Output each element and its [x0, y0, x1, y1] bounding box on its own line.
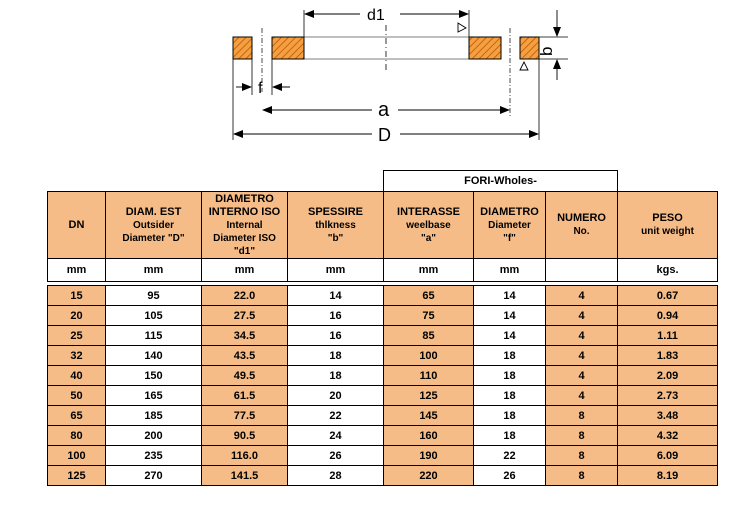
unit-cell	[546, 259, 618, 282]
table-cell: 75	[384, 306, 474, 326]
table-cell: 14	[288, 286, 384, 306]
table-cell: 22	[474, 446, 546, 466]
col-header-dn	[48, 192, 106, 259]
table-cell: 26	[474, 466, 546, 486]
table-cell: 18	[474, 366, 546, 386]
table-cell: 100	[48, 446, 106, 466]
table-cell: 90.5	[202, 426, 288, 446]
table-cell: 200	[106, 426, 202, 446]
label-f: f	[258, 80, 263, 97]
table-cell: 77.5	[202, 406, 288, 426]
table-cell: 4	[546, 346, 618, 366]
flange-drawing	[0, 0, 747, 165]
table-cell: 1.11	[618, 326, 718, 346]
table-cell: 125	[384, 386, 474, 406]
table-cell: 65	[48, 406, 106, 426]
table-cell: 0.67	[618, 286, 718, 306]
spessore-l2: thlkness	[315, 219, 356, 231]
label-a: a	[378, 99, 390, 121]
table-cell: 235	[106, 446, 202, 466]
table-row	[48, 286, 718, 306]
dim-d1	[304, 7, 469, 37]
diam-int-l1: DIAMETRO	[215, 192, 274, 205]
diam-fori-l1: DIAMETRO	[480, 205, 539, 218]
table-cell: 3.48	[618, 406, 718, 426]
numero-l1: NUMERO	[557, 212, 606, 224]
label-b: b	[537, 46, 556, 56]
table-cell: 24	[288, 426, 384, 446]
table-row	[48, 366, 718, 386]
dim-a	[263, 99, 509, 121]
table-cell: 18	[288, 346, 384, 366]
table-cell: 220	[384, 466, 474, 486]
left-inner-section	[272, 37, 304, 59]
unit-cell: mm	[288, 259, 384, 282]
table-cell: 2.73	[618, 386, 718, 406]
unit-cell: mm	[474, 259, 546, 282]
table-row	[48, 306, 718, 326]
group-header-row	[48, 171, 718, 192]
flange-spec-table	[47, 170, 718, 486]
table-cell: 18	[288, 366, 384, 386]
table-cell: 80	[48, 426, 106, 446]
numero-l2: No.	[573, 226, 590, 237]
group-header-holes: FORI-Wholes-	[384, 171, 618, 192]
diam-int-l5: "d1"	[233, 245, 256, 257]
table-cell: 4	[546, 286, 618, 306]
table-cell: 14	[474, 326, 546, 346]
table-cell: 20	[288, 386, 384, 406]
table-cell: 26	[288, 446, 384, 466]
units-row	[48, 259, 718, 282]
interasse-l1: INTERASSE	[397, 205, 460, 218]
table-cell: 22	[288, 406, 384, 426]
table-cell: 4	[546, 306, 618, 326]
diam-est-l3: Diameter "D"	[122, 232, 185, 244]
table-cell: 65	[384, 286, 474, 306]
dim-f	[236, 59, 290, 97]
table-cell: 8	[546, 406, 618, 426]
col-header-dn-text: DN	[68, 218, 85, 231]
table-cell: 1.83	[618, 346, 718, 366]
table-cell: 14	[474, 306, 546, 326]
diam-fori-l3: "f"	[503, 232, 516, 244]
interasse-l3: "a"	[420, 232, 437, 244]
diam-int-l2: INTERNO ISO	[208, 205, 281, 218]
col-header-diam-fori	[474, 192, 546, 259]
table-cell: 49.5	[202, 366, 288, 386]
table-cell: 165	[106, 386, 202, 406]
table-cell: 8	[546, 426, 618, 446]
col-header-peso	[618, 192, 718, 259]
table-row	[48, 446, 718, 466]
table-cell: 85	[384, 326, 474, 346]
table-cell: 18	[474, 386, 546, 406]
table-cell: 32	[48, 346, 106, 366]
unit-cell: mm	[106, 259, 202, 282]
table-cell: 4	[546, 366, 618, 386]
table-cell: 18	[474, 346, 546, 366]
table-row	[48, 426, 718, 446]
col-header-diam-est	[106, 192, 202, 259]
table-row	[48, 326, 718, 346]
table-cell: 150	[106, 366, 202, 386]
spessore-l3: "b"	[327, 232, 344, 244]
peso-l2: unit weight	[641, 226, 694, 237]
table-cell: 50	[48, 386, 106, 406]
table-cell: 125	[48, 466, 106, 486]
table-cell: 0.94	[618, 306, 718, 326]
label-d1: d1	[367, 7, 385, 24]
table-cell: 110	[384, 366, 474, 386]
table-cell: 14	[474, 286, 546, 306]
table-cell: 4	[546, 386, 618, 406]
table-cell: 16	[288, 326, 384, 346]
table-row	[48, 406, 718, 426]
table-body	[48, 286, 718, 486]
table-cell: 140	[106, 346, 202, 366]
table-cell: 115	[106, 326, 202, 346]
diam-fori-l2: Diameter	[488, 219, 531, 231]
diam-int-l4: Diameter ISO	[213, 232, 276, 244]
table-cell: 95	[106, 286, 202, 306]
table-cell: 27.5	[202, 306, 288, 326]
column-header-row	[48, 192, 718, 259]
table-cell: 34.5	[202, 326, 288, 346]
right-inner-section	[469, 37, 501, 59]
col-header-spessore	[288, 192, 384, 259]
table-cell: 22.0	[202, 286, 288, 306]
diam-est-l1: DIAM. EST	[125, 205, 182, 218]
interasse-l2: weelbase	[406, 219, 451, 231]
diam-est-l2: Outsider	[132, 219, 175, 231]
table-cell: 8.19	[618, 466, 718, 486]
col-header-diam-int	[202, 192, 288, 259]
unit-cell: kgs.	[618, 259, 718, 282]
table-cell: 8	[546, 466, 618, 486]
table-cell: 160	[384, 426, 474, 446]
unit-cell: mm	[48, 259, 106, 282]
table-row	[48, 466, 718, 486]
table-cell: 43.5	[202, 346, 288, 366]
table-cell: 190	[384, 446, 474, 466]
table-cell: 105	[106, 306, 202, 326]
table-cell: 20	[48, 306, 106, 326]
table-cell: 8	[546, 446, 618, 466]
label-D: D	[378, 125, 391, 145]
table-cell: 15	[48, 286, 106, 306]
table-cell: 18	[474, 426, 546, 446]
peso-l1: PESO	[652, 212, 683, 224]
unit-cell: mm	[384, 259, 474, 282]
col-header-numero	[546, 192, 618, 259]
table-cell: 116.0	[202, 446, 288, 466]
table-cell: 18	[474, 406, 546, 426]
table-cell: 100	[384, 346, 474, 366]
table-cell: 6.09	[618, 446, 718, 466]
table-cell: 28	[288, 466, 384, 486]
table-row	[48, 386, 718, 406]
table-cell: 61.5	[202, 386, 288, 406]
table-row	[48, 346, 718, 366]
table-cell: 141.5	[202, 466, 288, 486]
table-cell: 185	[106, 406, 202, 426]
table-cell: 145	[384, 406, 474, 426]
unit-cell: mm	[202, 259, 288, 282]
table-cell: 40	[48, 366, 106, 386]
table-cell: 25	[48, 326, 106, 346]
table-cell: 4.32	[618, 426, 718, 446]
table-cell: 270	[106, 466, 202, 486]
table-cell: 4	[546, 326, 618, 346]
diam-int-l3: Internal	[226, 219, 263, 231]
table-cell: 2.09	[618, 366, 718, 386]
spessore-l1: SPESSIRE	[307, 205, 364, 218]
col-header-interasse	[384, 192, 474, 259]
table-cell: 16	[288, 306, 384, 326]
left-outer-bolt-section	[233, 37, 252, 59]
